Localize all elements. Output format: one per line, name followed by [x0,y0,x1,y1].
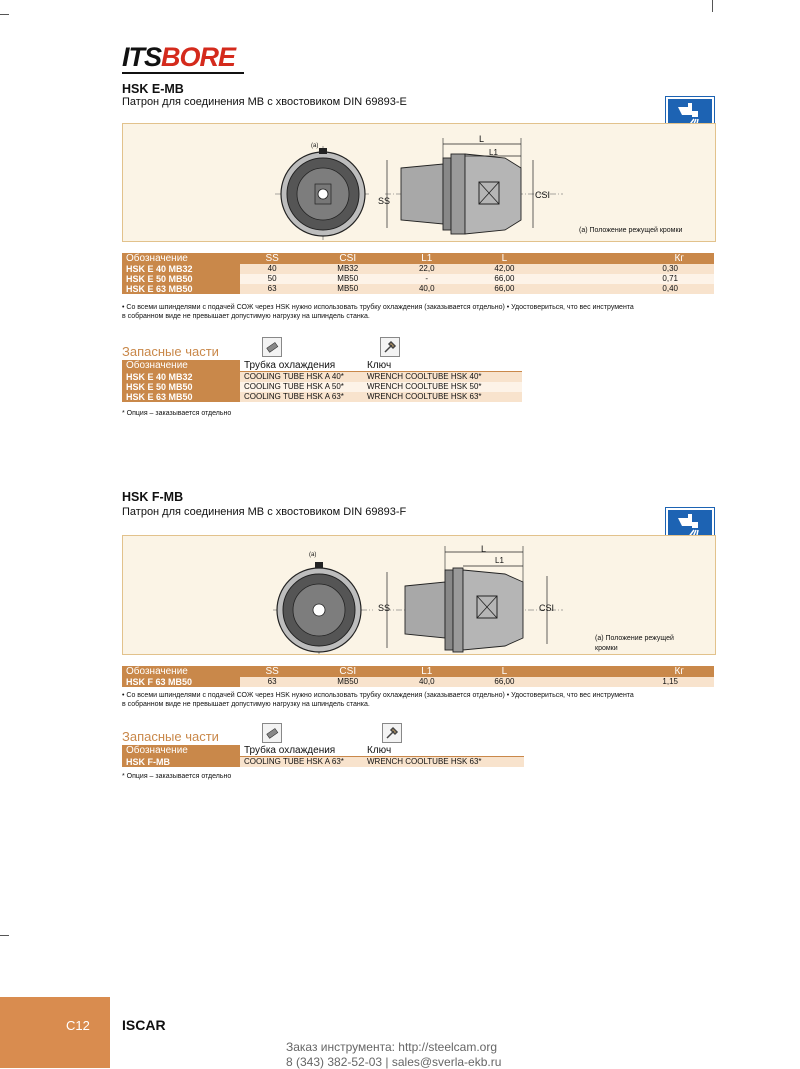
cell-kg: 0,40 [547,284,714,294]
section1-spare-footnote: * Опция – заказывается отдельно [122,410,232,417]
iscar-brand: ISCAR [122,1017,166,1033]
cell-key: WRENCH COOLTUBE HSK 40* [363,372,522,383]
diagram-caption: (a) Положение режущей кромки [579,227,683,234]
col-tube: Трубка охлаждения [240,360,363,372]
section2-note [122,691,722,709]
table-header [122,666,714,677]
dim-L1: L1 [495,556,504,565]
cell-l: 42,00 [462,264,546,274]
cell-ss: 63 [240,677,304,687]
section2-subtitle: Патрон для соединения MB с хвостовиком DIN 69893-F [122,506,407,518]
contact-line-1: Заказ инструмента: http://steelcam.org [286,1040,498,1054]
cell-csi: MB50 [304,274,391,284]
col-csi: CSI [304,253,391,264]
cell-csi: MB32 [304,264,391,274]
cell-kg: 1,15 [547,677,714,687]
dim-CSI: CSI [535,190,551,200]
col-designation: Обозначение [122,253,240,264]
dim-L: L [481,544,487,554]
col-tube: Трубка охлаждения [240,745,363,757]
col-designation: Обозначение [122,745,240,757]
row-name: HSK F-MB [122,757,240,768]
cell-ss: 50 [240,274,304,284]
cell-kg: 0,71 [547,274,714,284]
cell-l1: - [391,274,462,284]
diagram-label-a: (a) [311,143,319,149]
section2-spare-table [122,745,524,767]
section1-diagram-panel [122,123,716,242]
cell-key: WRENCH COOLTUBE HSK 63* [363,392,522,402]
note-line-2: в собранном виде не превышает допустимую нагрузку на шпиндель станка. [122,701,370,708]
itsbore-logo: ITSBORE [122,42,236,72]
cell-l1: 40,0 [391,284,462,294]
table-row [122,757,524,768]
cell-l1: 40,0 [391,677,462,687]
page-number: C12 [66,1018,90,1033]
section2-diagram-panel [122,535,716,655]
table-row [122,677,714,687]
caption-line-2: кромки [595,645,618,652]
cell-l1: 22,0 [391,264,462,274]
dim-CSI: CSI [539,603,555,613]
page-number-tab [0,997,110,1068]
row-name: HSK F 63 MB50 [122,677,240,687]
table-row [122,264,714,274]
section1-subtitle: Патрон для соединения MB с хвостовиком DIN 69893-E [122,96,407,108]
cell-ss: 63 [240,284,304,294]
note-line-1: • Со всеми шпинделями с подачей СОЖ через HSK нужно использовать трубку охлаждения (заказывается отдельно) • Удостовериться, что вес инструмента [122,692,634,699]
table-row [122,274,714,284]
note-line-1: • Со всеми шпинделями с подачей СОЖ через HSK нужно использовать трубку охлаждения (заказывается отдельно) • Удостовериться, что вес инструмента [122,304,634,311]
section1-note [122,303,722,321]
crop-mark-right [712,0,713,12]
col-key: Ключ [363,745,524,757]
cell-kg: 0,30 [547,264,714,274]
col-designation: Обозначение [122,666,240,677]
col-designation: Обозначение [122,360,240,372]
row-name: HSK E 63 MB50 [122,284,240,294]
section1-spec-table [122,253,714,294]
cell-tube: COOLING TUBE HSK A 40* [240,372,363,383]
cell-key: WRENCH COOLTUBE HSK 63* [363,757,524,768]
section1-spare-title: Запасные части [122,344,219,359]
section2-title: HSK F-MB [122,490,184,504]
col-l: L [462,666,546,677]
cell-l: 66,00 [462,284,546,294]
row-name: HSK E 40 MB32 [122,264,240,274]
table-row [122,392,522,402]
table-row [122,372,522,383]
wrench-icon [380,337,400,357]
section1-title: HSK E-MB [122,82,184,96]
logo-underline [122,72,244,74]
wrench-icon [382,723,402,743]
cell-tube: COOLING TUBE HSK A 50* [240,382,363,392]
dim-L: L [479,134,485,144]
diagram-label-a: (a) [309,552,317,558]
col-csi: CSI [304,666,391,677]
col-ss: SS [240,666,304,677]
cell-l: 66,00 [462,274,546,284]
cell-ss: 40 [240,264,304,274]
col-ss: SS [240,253,304,264]
cooling-tube-icon [262,723,282,743]
row-name: HSK E 63 MB50 [122,392,240,402]
section2-spare-title: Запасные части [122,729,219,744]
dim-L1: L1 [489,148,498,157]
section1-spare-table [122,360,522,402]
row-name: HSK E 50 MB50 [122,274,240,284]
row-name: HSK E 40 MB32 [122,372,240,383]
cell-csi: MB50 [304,677,391,687]
row-name: HSK E 50 MB50 [122,382,240,392]
cell-tube: COOLING TUBE HSK A 63* [240,392,363,402]
col-kg: Кг [547,666,714,677]
col-key: Ключ [363,360,522,372]
col-l: L [462,253,546,264]
table-row [122,284,714,294]
col-l1: L1 [391,666,462,677]
col-l1: L1 [391,253,462,264]
section2-spec-table [122,666,714,687]
cell-tube: COOLING TUBE HSK A 63* [240,757,363,768]
table-header [122,253,714,264]
note-line-2: в собранном виде не превышает допустимую нагрузку на шпиндель станка. [122,313,370,320]
contact-line-2: 8 (343) 382-52-03 | sales@sverla-ekb.ru [286,1055,502,1069]
crop-mark-top [0,14,9,15]
cell-csi: MB50 [304,284,391,294]
cell-l: 66,00 [462,677,546,687]
diagram-caption [595,634,674,654]
cell-key: WRENCH COOLTUBE HSK 50* [363,382,522,392]
table-row [122,382,522,392]
crop-mark-bottom [0,935,9,936]
caption-line-1: (a) Положение режущей [595,635,674,642]
dim-SS: SS [378,603,391,613]
section2-spare-footnote: * Опция – заказывается отдельно [122,773,232,780]
dim-SS: SS [378,196,391,206]
col-kg: Кг [547,253,714,264]
cooling-tube-icon [262,337,282,357]
